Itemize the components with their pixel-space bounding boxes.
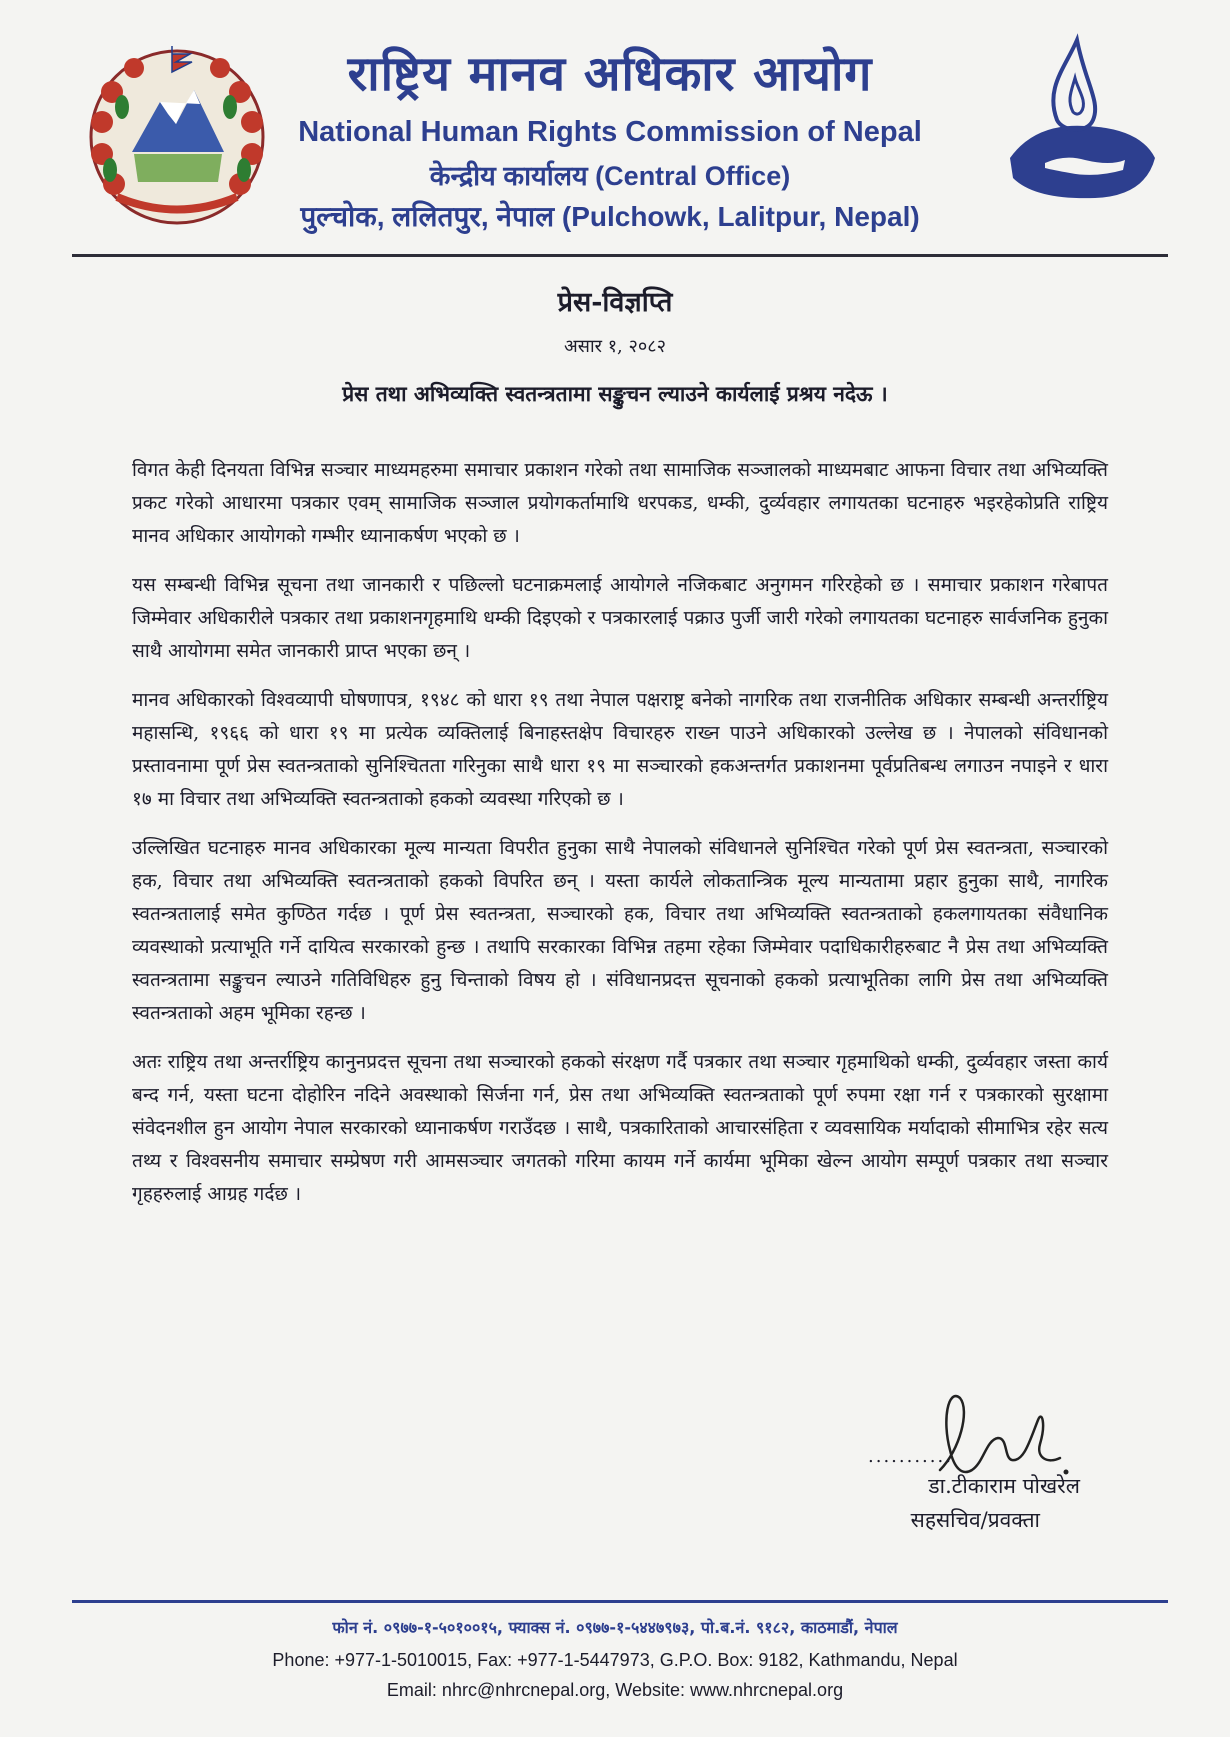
release-subject: प्रेस तथा अभिव्यक्ति स्वतन्त्रतामा सङ्कुचन ल्याउने कार्यलाई प्रश्रय नदेऊ । [342, 381, 888, 406]
org-name-english: National Human Rights Commission of Nepal [298, 116, 922, 148]
paragraph: उल्लिखित घटनाहरु मानव अधिकारका मूल्य मान्यता विपरीत हुनुका साथै नेपालको संविधानले सुनिश्चित गरेको पूर्ण प्रेस स्वतन्त्रता, सञ्चारको हक, विचार तथा अभिव्यक्ति स्वतन्त्रताको हकको विपरित छन् । यस्ता कार्यले लोकतान्त्रिक मूल्य मान्यतामा प्रहार हुनुका साथै, नागरिक स्वतन्त्रतालाई समेत कुण्ठित गर्दछ । पूर्ण प्रेस स्वतन्त्रता, सञ्चारको हक, विचार तथा अभिव्यक्ति स्वतन्त्रताको हकलगायतका संवैधानिक व्यवस्थाको प्रत्याभूति गर्ने दायित्व सरकारको हुन्छ । तथापि सरकारका विभिन्न तहमा रहेका जिम्मेवार पदाधिकारीहरुबाट नै प्रेस तथा अभिव्यक्ति स्वतन्त्रतामा सङ्कुचन ल्याउने गतिविधिहरु हुनु चिन्ताको विषय हो । संविधानप्रदत्त सूचनाको हकको प्रत्याभूतिका लागि प्रेस तथा अभिव्यक्ति स्वतन्त्रताको अहम भूमिका रहन्छ । [132, 837, 1108, 1024]
paragraph: विगत केही दिनयता विभिन्न सञ्चार माध्यमहरुमा समाचार प्रकाशन गरेको तथा सामाजिक सञ्जालको माध्यमबाट आफना विचार तथा अभिव्यक्ति प्रकट गरेको आधारमा पत्रकार एवम् सामाजिक सञ्जाल प्रयोगकर्तामाथि धरपकड, धम्की, दुर्व्यवहार लगायतका घटनाहरु भइरहेकोप्रति राष्ट्रिय मानव अधिकार आयोगको गम्भीर ध्यानाकर्षण भएको छ । [132, 459, 1108, 547]
footer-contact-english: Phone: +977-1-5010015, Fax: +977-1-5447973, G.P.O. Box: 9182, Kathmandu, Nepal [272, 1650, 958, 1670]
nhrc-flame-map-icon [975, 28, 1175, 228]
footer-contact-nepali: फोन नं. ०९७७-१-५०१००१५, फ्याक्स नं. ०९७७-१-५४४७९७३, पो.ब.नं. ९१८२, काठमाडौं, नेपाल [332, 1618, 898, 1637]
release-title: प्रेस-विज्ञप्ति [557, 287, 673, 318]
address-line: पुल्चोक, ललितपुर, नेपाल (Pulchowk, Lalitpur, Nepal) [300, 201, 920, 232]
header-divider [72, 254, 1168, 257]
office-line: केन्द्रीय कार्यालय (Central Office) [429, 161, 791, 191]
footer-email-website: Email: nhrc@nhrcnepal.org, Website: www.nhrcnepal.org [386, 1680, 844, 1700]
signature-line: ........... [868, 1446, 953, 1467]
letterhead [250, 38, 970, 239]
signer-name: डा.टीकाराम पोखरेल [928, 1474, 1080, 1498]
footer-divider [72, 1600, 1168, 1603]
release-date: असार १, २०८२ [564, 336, 666, 357]
paragraph: मानव अधिकारको विश्वव्यापी घोषणापत्र, १९४८ को धारा १९ तथा नेपाल पक्षराष्ट्र बनेको नागरिक तथा राजनीतिक अधिकार सम्बन्धी अन्तर्राष्ट्रिय महासन्धि, १९६६ को धारा १९ मा प्रत्येक व्यक्तिलाई बिनाहस्तक्षेप विचारहरु राख्न पाउने अधिकारको उल्लेख छ । नेपालको संविधानको प्रस्तावनामा पूर्ण प्रेस स्वतन्त्रताको सुनिश्चितता गरिनुका साथै धारा १९ मा सञ्चारको हकअन्तर्गत प्रकाशनमा पूर्वप्रतिबन्ध लगाउन नपाइने र धारा १७ मा विचार तथा अभिव्यक्ति स्वतन्त्रताको हकको व्यवस्था गरिएको छ । [132, 689, 1108, 810]
release-body [132, 454, 1108, 1227]
paragraph: यस सम्बन्धी विभिन्न सूचना तथा जानकारी र पछिल्लो घटनाक्रमलाई आयोगले नजिकबाट अनुगमन गरिरहेको छ । समाचार प्रकाशन गरेबापत जिम्मेवार अधिकारीले पत्रकार तथा प्रकाशनगृहमाथि धम्की दिइएको र पत्रकारलाई पक्राउ पुर्जी जारी गरेको लगायतका घटनाहरु सार्वजनिक हुनुका साथै आयोगमा समेत जानकारी प्राप्त भएका छन् । [132, 574, 1108, 662]
org-name-nepali: राष्ट्रिय मानव अधिकार आयोग [347, 46, 873, 102]
signer-designation: सहसचिव/प्रवक्ता [910, 1508, 1040, 1532]
paragraph: अतः राष्ट्रिय तथा अन्तर्राष्ट्रिय कानुनप्रदत्त सूचना तथा सञ्चारको हकको संरक्षण गर्दै पत्रकार तथा सञ्चार गृहमाथिको धम्की, दुर्व्यवहार जस्ता कार्य बन्द गर्न, यस्ता घटना दोहोरिन नदिने अवस्थाको सिर्जना गर्न, प्रेस तथा अभिव्यक्ति स्वतन्त्रताको पूर्ण रुपमा रक्षा गर्न र पत्रकारको सुरक्षामा संवेदनशील हुन आयोग नेपाल सरकारको ध्यानाकर्षण गराउँदछ । साथै, पत्रकारिताको आचारसंहिता र व्यवसायिक मर्यादाको सीमाभित्र रहेर सत्य तथ्य र विश्वसनीय समाचार सम्प्रेषण गरी आमसञ्चार जगतको गरिमा कायम गर्ने कार्यमा भूमिका खेल्न आयोग सम्पूर्ण पत्रकार तथा सञ्चार गृहहरुलाई आग्रह गर्दछ । [132, 1051, 1108, 1205]
